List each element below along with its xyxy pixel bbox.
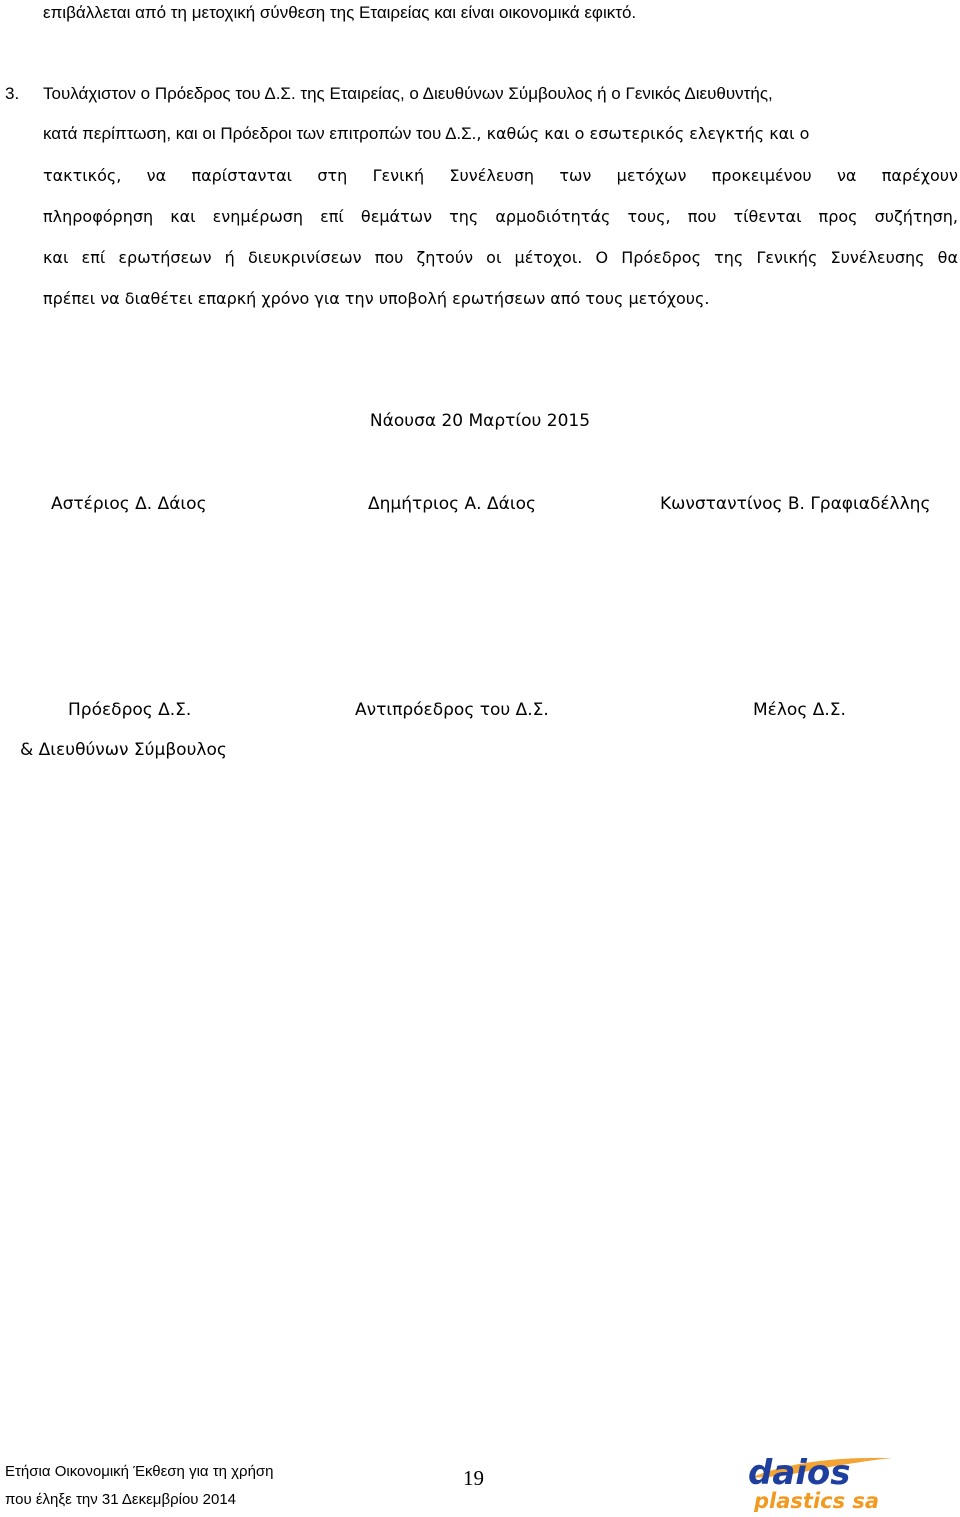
logo-text-top: daios xyxy=(748,1453,851,1493)
list-item-number: 3. xyxy=(5,84,20,103)
footer-line-1: Ετήσια Οικονομική Έκθεση για τη χρήση xyxy=(5,1463,274,1480)
signatory-name-2: Δημήτριος Α. Δάιος xyxy=(368,494,536,514)
daios-plastics-logo xyxy=(742,1452,937,1512)
body-line-6: και επί ερωτήσεων ή διευκρινίσεων που ζητούν οι μέτοχοι. Ο Πρόεδρος της Γενικής Συνέλευσης θα xyxy=(43,248,958,267)
body-line-3 xyxy=(43,124,809,144)
body-line-7: πρέπει να διαθέτει επαρκή χρόνο για την υποβολή ερωτήσεων από τους μετόχους. xyxy=(43,289,710,308)
body-line-4: τακτικός, να παρίστανται στη Γενική Συνέλευση των μετόχων προκειμένου να παρέχουν xyxy=(43,166,958,185)
signatory-name-3: Κωνσταντίνος Β. Γραφιαδέλλης xyxy=(660,494,931,514)
signatory-role-2: Αντιπρόεδρος του Δ.Σ. xyxy=(355,700,549,720)
place-date: Νάουσα 20 Μαρτίου 2015 xyxy=(369,411,591,431)
body-line-3-part-b: , καθώς και ο εσωτερικός ελεγκτής και ο xyxy=(476,124,810,143)
logo-text-bottom: plastics sa xyxy=(754,1489,880,1512)
body-line-2: Τουλάχιστον ο Πρόεδρος του Δ.Σ. της Εταιρείας, ο Διευθύνων Σύμβουλος ή ο Γενικός Διευθυντής, xyxy=(43,84,773,103)
signatory-role-3: Μέλος Δ.Σ. xyxy=(753,700,846,720)
signatory-role-1: Πρόεδρος Δ.Σ. xyxy=(68,700,192,720)
body-line-3-part-a: κατά περίπτωση, και οι Πρόεδροι των επιτροπών του Δ.Σ. xyxy=(43,124,477,143)
body-line-5: πληροφόρηση και ενημέρωση επί θεμάτων της αρμοδιότητάς τους, που τίθενται προς συζήτηση, xyxy=(43,207,958,226)
body-line-1: επιβάλλεται από τη μετοχική σύνθεση της Εταιρείας και είναι οικονομικά εφικτό. xyxy=(43,3,637,22)
footer-line-2: που έληξε την 31 Δεκεμβρίου 2014 xyxy=(5,1491,237,1508)
signatory-role-1-line-2: & Διευθύνων Σύμβουλος xyxy=(20,740,227,760)
signatory-name-1: Αστέριος Δ. Δάιος xyxy=(51,494,207,514)
page-number: 19 xyxy=(463,1466,484,1490)
